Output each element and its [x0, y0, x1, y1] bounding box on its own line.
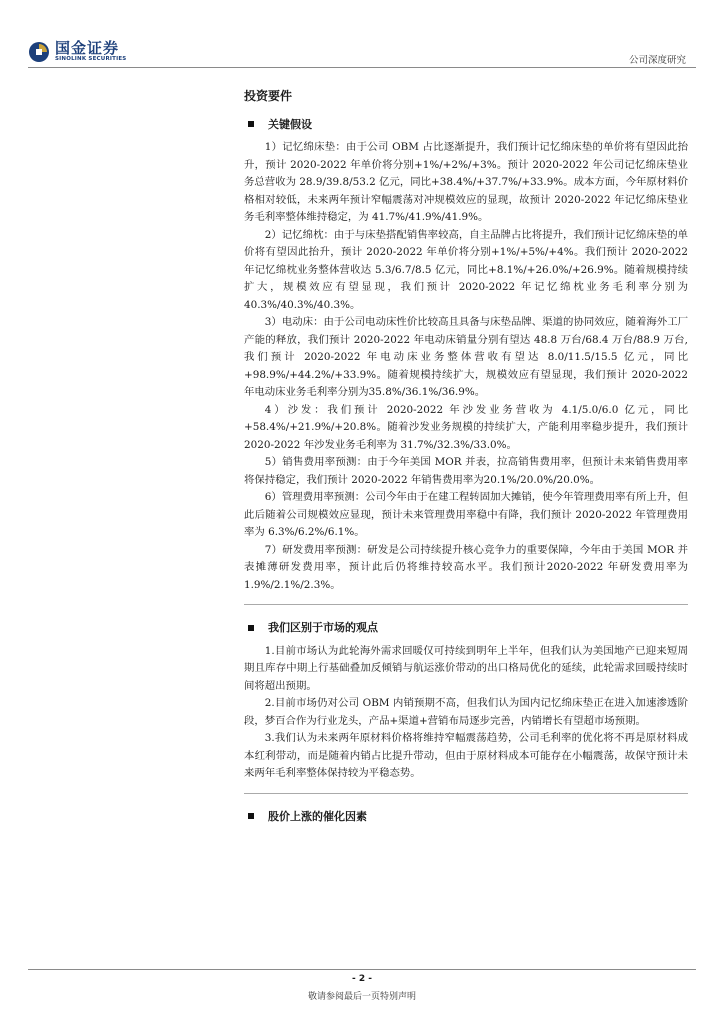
section-divider	[244, 604, 688, 611]
square-bullet-icon	[248, 625, 254, 631]
disclaimer-link: 敬请参阅最后一页特别声明	[307, 992, 416, 1002]
section-heading-different-view	[244, 619, 688, 637]
paragraph: 2.目前市场仍对公司 OBM 内销预期不高，但我们认为国内记忆绵床垫正在进入加速渗透阶段，梦百合作为行业龙头，产品+渠道+营销布局逐步完善，内销增长有望超市场预期。	[244, 697, 688, 727]
paragraph: 3.我们认为未来两年原材料价格将维持窄幅震荡趋势，公司毛利率的优化将不再是原材料成本红利带动，而是随着内销占比提升带动，但由于原材料成本可能存在小幅震荡，故保守预计未来两年毛利率整体保持较为平稳态势。	[244, 732, 688, 779]
square-bullet-icon	[248, 813, 254, 819]
paragraph: 1.目前市场认为此轮海外需求回暖仅可持续到明年上半年，但我们认为美国地产已迎来短周期且库存中期上行基础叠加反倾销与航运涨价带动的出口格局优化的延续，此轮需求回暖持续时间将超出预期。	[244, 644, 688, 692]
page-number: - 2 -	[352, 974, 372, 984]
logo-text-cn: 国金证券	[55, 39, 120, 57]
section-heading-key-assumptions	[244, 116, 688, 134]
report-type: 公司深度研究	[628, 55, 686, 66]
paragraph: 5）销售费用率预测：由于今年美国 MOR 并表，拉高销售费用率，但预计未来销售费用率将保持稳定，我们预计 2020-2022 年销售费用率为20.1%/20.0%/20.0%。	[244, 456, 688, 486]
paragraph: 2）记忆绵枕：由于与床垫搭配销售率较高，自主品牌占比将提升，我们预计记忆绵床垫的单价将有望因此抬升，预计 2020-2022 年单价将分别+1%/+5%/+4%。我们预计 2020-2022 年记忆绵枕业务整体营收达 5.3/6.7/8.5 亿元，同比+8.1%/+26.0%/+26.9%。随着规模持续扩大，规模效应有望显现，我们预计 2020-2022 年记忆绵枕业务毛利率分别为 40.3%/40.3%/40.3%。	[244, 228, 688, 311]
paragraph: 7）研发费用率预测：研发是公司持续提升核心竞争力的重要保障，今年由于美国 MOR 并表摊薄研发费用率，预计此后仍将维持较高水平。我们预计2020-2022 年研发费用率为 1.9%/2.1%/2.3%。	[244, 543, 688, 591]
logo-icon	[28, 41, 50, 63]
footer-divider	[28, 969, 696, 970]
page-title: 投资要件	[244, 89, 293, 103]
paragraph: 1）记忆绵床垫：由于公司 OBM 占比逐渐提升，我们预计记忆绵床垫的单价将有望因此抬升，预计 2020-2022 年单价将分别+1%/+2%/+3%。预计 2020-2022 年公司记忆绵床垫业务总营收为 28.9/39.8/53.2 亿元，同比+38.4%/+37.7%/+33.9%。成本方面，今年原材料价格相对较低，未来两年预计窄幅震荡对冲规模效应的显现，故预计 2020-2022 年记忆绵床垫业务毛利率整体维持稳定，为 41.7%/41.9%/41.9%。	[244, 141, 688, 223]
paragraph: 6）管理费用率预测：公司今年由于在建工程转固加大摊销，使今年管理费用率有所上升，但此后随着公司规模效应显现，预计未来管理费用率稳中有降，我们预计 2020-2022 年管理费用率为 6.3%/6.2%/6.1%。	[244, 491, 688, 538]
section-heading-catalysts	[244, 808, 688, 826]
section-title: 关键假设	[268, 117, 312, 131]
section-title: 我们区别于市场的观点	[268, 621, 378, 634]
page-header	[0, 0, 724, 70]
main-content	[244, 88, 688, 831]
header-divider	[28, 67, 696, 68]
logo-text-en: SINOLINK SECURITIES	[55, 56, 127, 62]
company-logo	[28, 40, 126, 63]
paragraph: 3）电动床：由于公司电动床性价比较高且具备与床垫品牌、渠道的协同效应，随着海外工厂产能的释放，我们预计 2020-2022 年电动床销量分别有望达 48.8 万台/68.4 万台/88.9 万台,我们预计 2020-2022 年电动床业务整体营收有望达 8.0/11.5/15.5 亿元，同比+98.9%/+44.2%/+33.9%。随着规模持续扩大，规模效应有望显现，我们预计 2020-2022 年电动床业务毛利率分别为35.8%/36.1%/36.9%。	[244, 316, 688, 398]
section-title: 股价上涨的催化因素	[268, 809, 367, 823]
paragraph: 4）沙发：我们预计 2020-2022 年沙发业务营收为 4.1/5.0/6.0 亿元，同比+58.4%/+21.9%/+20.8%。随着沙发业务规模的持续扩大，产能利用率稳步提升，我们预计 2020-2022 年沙发业务毛利率为 31.7%/32.3%/33.0%。	[244, 403, 688, 451]
section-divider	[244, 793, 688, 800]
square-bullet-icon	[248, 121, 254, 127]
